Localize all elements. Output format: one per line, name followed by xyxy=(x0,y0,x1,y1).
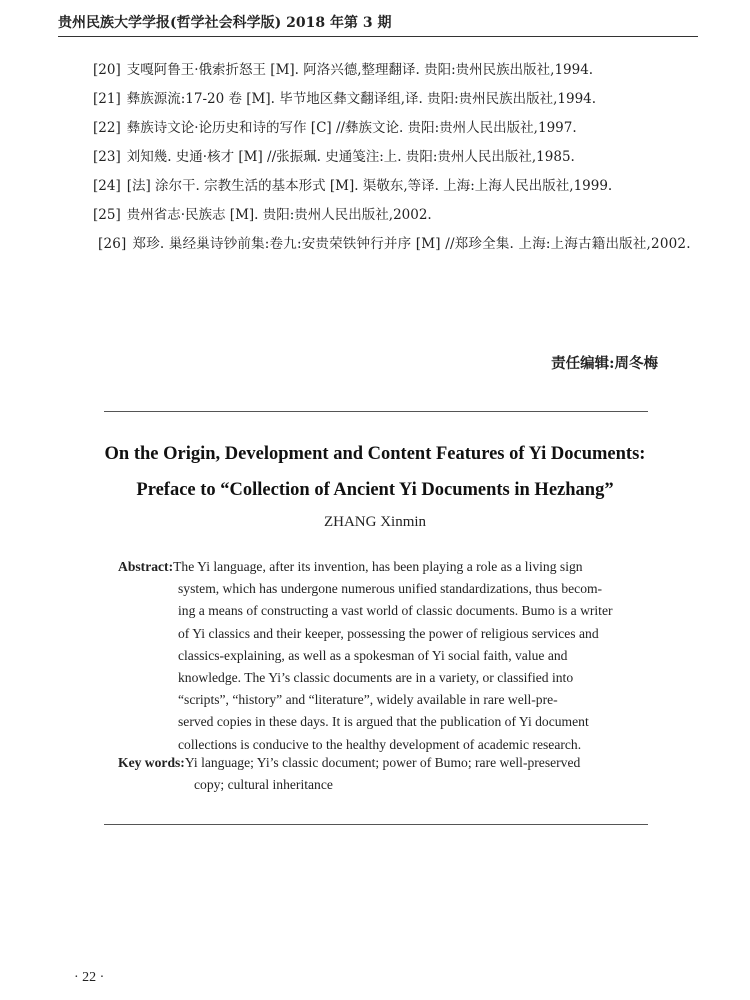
reference-text: 支嘎阿鲁王·俄索折怒王 [M]. 阿洛兴德,整理翻译. 贵阳:贵州民族出版社,1994. xyxy=(126,62,594,78)
reference-item xyxy=(58,56,698,85)
keywords-line: copy; cultural inheritance xyxy=(194,777,333,793)
reference-item xyxy=(58,114,698,143)
reference-number: [23] xyxy=(93,149,121,165)
reference-list xyxy=(58,56,698,258)
abstract-line: served copies in these days. It is argued that the publication of Yi document xyxy=(178,714,589,730)
reference-item xyxy=(58,143,698,172)
reference-item xyxy=(58,230,698,258)
abstract-line: system, which has undergone numerous unified standardizations, thus becom- xyxy=(178,581,603,597)
reference-item xyxy=(58,172,698,201)
abstract-label: Abstract: xyxy=(118,559,174,574)
reference-item xyxy=(58,201,698,230)
keywords-label: Key words: xyxy=(118,755,185,770)
reference-number: [24] xyxy=(93,178,121,194)
journal-header: 贵州民族大学学报(哲学社会科学版) 2018 年第 3 期 xyxy=(58,15,392,31)
reference-text: 彝族源流:17-20 卷 [M]. 毕节地区彝文翻译组,译. 贵阳:贵州民族出版社,1994. xyxy=(126,91,597,107)
abstract-line: “scripts”, “history” and “literature”, widely available in rare well-pre- xyxy=(178,692,558,708)
page-number: · 22 · xyxy=(74,970,105,985)
abstract-line: classics-explaining, as well as a spokesman of Yi social faith, value and xyxy=(178,647,568,663)
reference-text: 郑珍. 巢经巢诗钞前集:卷九:安贵荣铁钟行并序 [M] //郑珍全集. 上海:上海古籍出版社,2002. xyxy=(132,236,691,252)
header-divider xyxy=(58,36,698,37)
reference-item xyxy=(58,85,698,114)
english-abstract xyxy=(118,556,638,756)
reference-number: [20] xyxy=(93,62,121,78)
abstract-line: Abstract:The Yi language, after its invention, has been playing a role as a living sign xyxy=(118,559,583,574)
responsible-editor: 责任编辑:周冬梅 xyxy=(551,355,658,372)
abstract-line: collections is conducive to the healthy development of academic research. xyxy=(178,736,582,752)
reference-number: [26] xyxy=(98,236,127,252)
english-title-line2: Preface to “Collection of Ancient Yi Documents in Hezhang” xyxy=(136,480,614,500)
reference-text: 刘知幾. 史通·核才 [M] //张振珮. 史通笺注:上. 贵阳:贵州人民出版社,1985. xyxy=(126,149,575,165)
abstract-line: ing a means of constructing a vast world of classic documents. Bumo is a writer xyxy=(178,603,613,619)
reference-text: [法] 涂尔干. 宗教生活的基本形式 [M]. 渠敬东,等译. 上海:上海人民出版社,1999. xyxy=(126,178,613,194)
reference-text: 彝族诗文论·论历史和诗的写作 [C] //彝族文论. 贵阳:贵州人民出版社,1997. xyxy=(126,120,577,136)
abstract-line: knowledge. The Yi’s classic documents are in a variety, or classified into xyxy=(178,670,574,686)
english-keywords xyxy=(118,752,648,796)
reference-text: 贵州省志·民族志 [M]. 贵阳:贵州人民出版社,2002. xyxy=(126,207,432,223)
reference-number: [25] xyxy=(93,207,121,223)
english-title-line1: On the Origin, Development and Content Features of Yi Documents: xyxy=(104,444,646,464)
english-author: ZHANG Xinmin xyxy=(323,514,427,530)
abstract-line: of Yi classics and their keeper, possessing the power of religious services and xyxy=(178,625,599,641)
reference-number: [22] xyxy=(93,120,121,136)
keywords-line: Key words:Yi language; Yi’s classic document; power of Bumo; rare well-preserved xyxy=(118,755,581,770)
section-divider-top xyxy=(104,411,648,412)
section-divider-bottom xyxy=(104,824,648,825)
reference-number: [21] xyxy=(93,91,121,107)
